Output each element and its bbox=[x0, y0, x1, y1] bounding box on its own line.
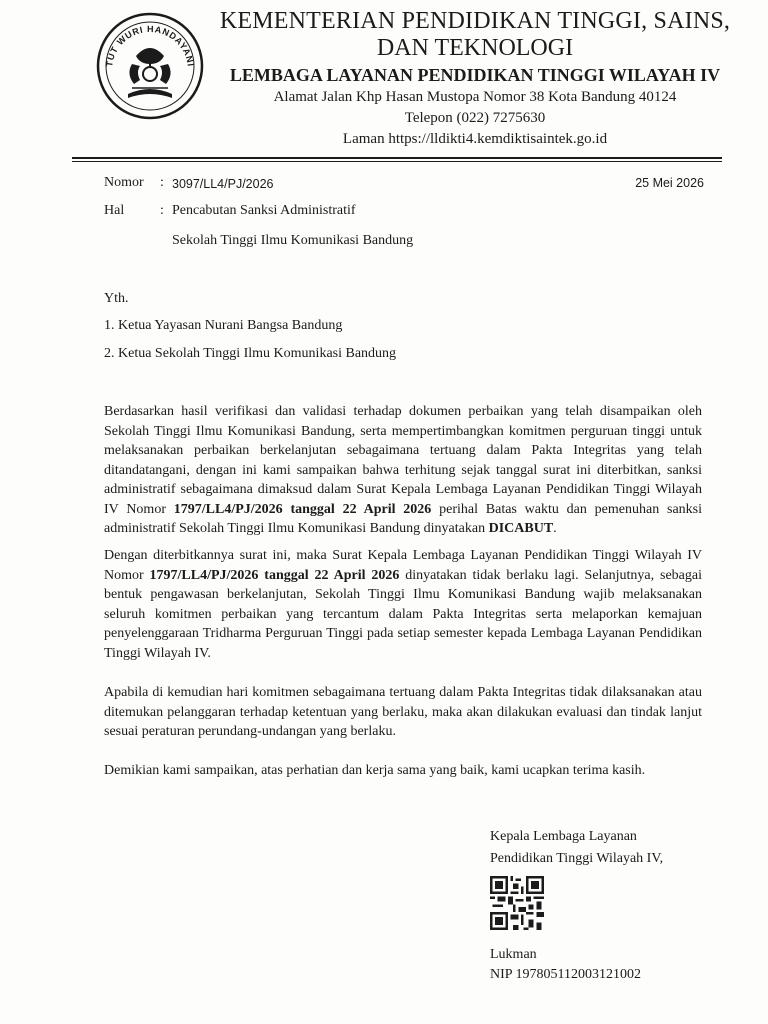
revoked-emphasis: DICABUT bbox=[488, 521, 554, 536]
address: Alamat Jalan Khp Hasan Mustopa Nomor 38 Kota Bandung 40124 bbox=[273, 89, 677, 105]
nomor-value: 3097/LL4/PJ/2026 bbox=[172, 177, 274, 191]
body-paragraph-2: Dengan diterbitkannya surat ini, maka Surat Kepala Lembaga Layanan Pendidikan Tinggi Wilayah IV Nomor 1797/LL4/PJ/2026 tanggal 22 April 2026 dinyatakan tidak berlaku lagi. Selanjutnya, sebagai bentuk pengawasan berkelanjutan, Sekolah Tinggi Ilmu Komunikasi Bandung wajib melaksanakan seluruh komitmen perbaikan yang tercantum dalam Pakta Integritas serta melaporkan kemajuan penyelenggaraan Tridharma Perguruan Tinggi pada setiap semester kepada Lembaga Layanan Pendidikan Tinggi Wilayah IV. bbox=[104, 548, 702, 661]
hal-colon: : bbox=[160, 203, 164, 218]
logo-motto: TUT WURI HANDAYANI bbox=[104, 23, 196, 68]
signer-nip: NIP 197805112003121002 bbox=[490, 967, 642, 982]
ministry-name-line1: KEMENTERIAN PENDIDIKAN TINGGI, SAINS, bbox=[219, 8, 731, 34]
letter-date: 25 Mei 2026 bbox=[635, 176, 704, 190]
reference-letter: 1797/LL4/PJ/2026 tanggal 22 April 2026 bbox=[149, 567, 400, 583]
nomor-label: Nomor bbox=[104, 175, 144, 190]
hal-line1: Pencabutan Sanksi Administratif bbox=[172, 203, 356, 218]
hal-line2: Sekolah Tinggi Ilmu Komunikasi Bandung bbox=[172, 233, 414, 248]
letterhead bbox=[210, 8, 740, 150]
website: Laman https://lldikti4.kemdiktisaintek.go.id bbox=[342, 131, 608, 147]
phone: Telepon (022) 7275630 bbox=[404, 110, 546, 126]
hal-label: Hal bbox=[104, 203, 125, 218]
body-paragraph-3: Apabila di kemudian hari komitmen sebagaimana tertuang dalam Pakta Integritas tidak dilaksanakan atau ditemukan pelanggaran terhadap ketentuan yang berlaku, maka akan dilakukan evaluasi dan tindak lanjut sesuai peraturan perundang-undangan yang berlaku. bbox=[104, 685, 702, 739]
tut-wuri-handayani-logo bbox=[92, 8, 208, 124]
signer-title-line2: Pendidikan Tinggi Wilayah IV, bbox=[490, 851, 664, 866]
signer-title-line1: Kepala Lembaga Layanan bbox=[490, 829, 637, 844]
reference-letter: 1797/LL4/PJ/2026 tanggal 22 April 2026 bbox=[173, 501, 432, 517]
signer-name: Lukman bbox=[490, 947, 537, 962]
recipient-item: 1. Ketua Yayasan Nurani Bangsa Bandung bbox=[104, 318, 343, 333]
letterhead-divider bbox=[72, 157, 722, 159]
recipient-item: 2. Ketua Sekolah Tinggi Ilmu Komunikasi Bandung bbox=[104, 346, 397, 361]
closing-paragraph: Demikian kami sampaikan, atas perhatian dan kerja sama yang baik, kami ucapkan terima kasih. bbox=[104, 763, 646, 778]
salutation: Yth. bbox=[104, 291, 129, 306]
qr-code-icon bbox=[490, 876, 544, 930]
ministry-name-line2: DAN TEKNOLOGI bbox=[376, 35, 574, 61]
nomor-colon: : bbox=[160, 175, 164, 190]
body-paragraph-1: Berdasarkan hasil verifikasi dan validasi terhadap dokumen perbaikan yang telah disampaikan oleh Sekolah Tinggi Ilmu Komunikasi Bandung, serta mempertimbangkan komitmen perguruan tinggi untuk melaksanakan perbaikan berkelanjutan sebagaimana tertuang dalam Pakta Integritas yang telah ditandatangani, dengan ini kami sampaikan bahwa terhitung sejak tanggal surat ini diterbitkan, sanksi administratif sebagaimana dimaksud dalam Surat Kepala Lembaga Layanan Pendidikan Tinggi Wilayah IV Nomor 1797/LL4/PJ/2026 tanggal 22 April 2026 perihal Batas waktu dan pemenuhan sanksi administratif Sekolah Tinggi Ilmu Komunikasi Bandung dinyatakan DICABUT. bbox=[104, 404, 703, 536]
institution-name: LEMBAGA LAYANAN PENDIDIKAN TINGGI WILAYAH IV bbox=[229, 65, 721, 85]
letterhead-divider-thin bbox=[72, 161, 722, 162]
